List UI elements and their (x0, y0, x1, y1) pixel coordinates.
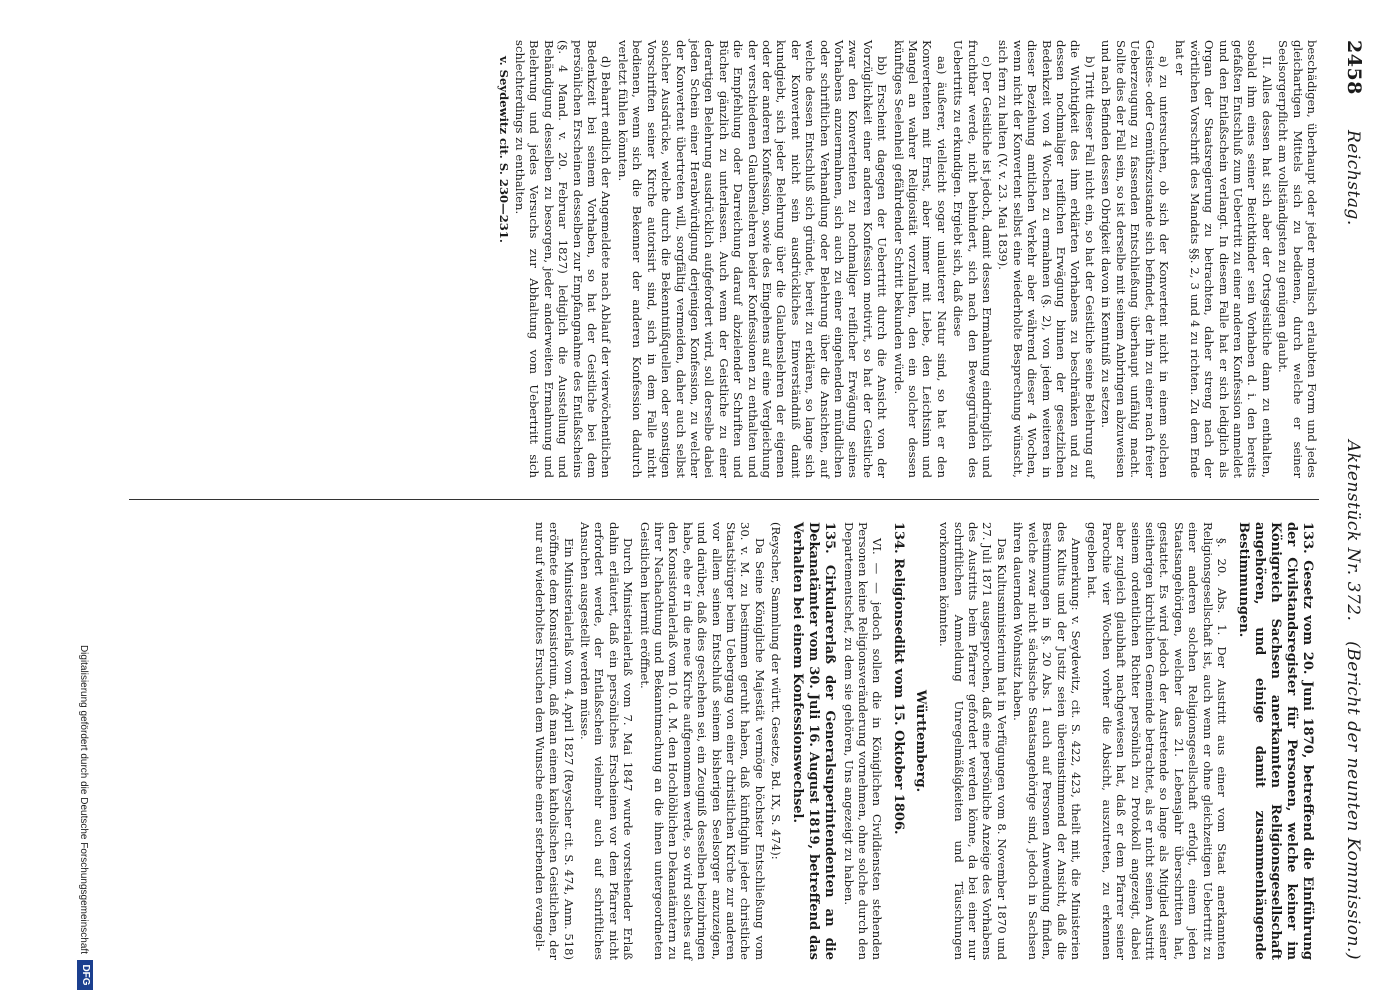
footer-text: Digitalisierung gefördert durch die Deutsche Forschungsgemeinschaft (78, 644, 89, 954)
header-right-title: (Bericht der neunten Kommission.) (1343, 641, 1363, 960)
paragraph: c) Der Geistliche ist jedoch, damit dessen Ermahnung eindringlich und fruchtbar werde, nicht behindert, sich nach den Beweggründen des Uebertritts zu erkundigen. Ergiebt sich, daß diese (951, 40, 995, 478)
left-column (494, 40, 1319, 478)
section-133-title: 133. Gesetz vom 20. Juni 1870, betreffend die Einführung der Civilstandsregister für Personen, welche keiner im Königreich Sachsen anerkannten Religionsgesellschaft angehören, und einige damit zusammenhängende Bestimmungen. (1236, 522, 1315, 960)
citation: v. Seydewitz cit. S. 230—231. (496, 56, 511, 243)
document-page (53, 0, 1383, 1000)
paragraph: Durch Ministerialerlaß vom 7. Mai 1847 wurde vorstehender Erlaß dahin erläutert, daß ein persönliches Erscheinen vor dem Pfarrer nicht erfordert werde, der Entlaßschein vielmehr auch auf schriftliches Ansuchen ausgestellt werden müsse. (577, 522, 636, 960)
paragraph: Anmerkung: v. Seydewitz, cit. S. 422, 423, theilt mit, die Ministerien des Kultus und der Justiz seien übereinstimmend der Ansicht, daß die Bestimmungen in §. 20 Abs. 1 auch auf Personen Anwendung finden, welche zwar nicht sächsische Staatsangehörige sind, jedoch in Sachsen ihren dauernden Wohnsitz haben. (1011, 522, 1083, 960)
paragraph: aa) äußerer, vielleicht sogar unlauterer Natur sind, so hat er den Konvertenten mit Ernst, aber immer mit Liebe, den Leichtsinn und Mangel an wahrer Religiosität vorzuhalten, den ein solcher dessen künftiges Seelenheil gefährdender Schritt bekunden würde. (891, 40, 949, 478)
paragraph: a) zu untersuchen, ob sich der Konvertent nicht in einem solchen Geistes- oder Gemüthszustande sich befindet, der ihn zu einer nach freier Ueberzeugung zu fassenden Entschließung überhaupt unfähig macht. Sollte dies der Fall sein, so ist derselbe mit seinem Anbringen abzuweisen und nach Befinden dessen Obrigkeit davon in Kenntniß zu setzen. (1099, 40, 1171, 478)
paragraph: II. Alles dessen hat sich aber der Ortsgeistliche dann zu enthalten, sobald ihm eines seiner Beichtkinder sein Vorhaben d. i. den bereits gefaßten Entschluß zum Uebertritt zu einer anderen Konfession anmeldet und den Entlaßschein verlangt. In diesem Falle hat er sich lediglich als Organ der Staatsregierung zu betrachten, daher streng nach der wörtlichen Vorschrift des Mandats §§. 2, 3 und 4 zu richten. Zu dem Ende hat er (1173, 40, 1274, 478)
paragraph: §. 20. Abs. 1. Der Austritt aus einer vom Staat anerkannten Religionsgesellschaft ist, auch wenn er ohne gleichzeitigen Uebertritt zu einer anderen solchen Religionsgesellschaft erfolgt, einem jeden Staatsangehörigen, welcher das 21. Lebensjahr überschritten hat, gestattet. Es wird jedoch der Austretende so lange als Mitglied seiner seitherigen kirchlichen Gemeinde betrachtet, als er nicht seinen Austritt seinem ordentlichen Richter persönlich zu Protokoll angezeigt, dabei aber zugleich glaubhaft nachgewiesen hat, daß er dem Pfarrer seiner Parochie vier Wochen vorher die Absicht, auszutreten, zu erkennen gegeben hat. (1085, 522, 1229, 960)
page-number: 2458 (1343, 40, 1365, 95)
paragraph: Das Kultusministerium hat in Verfügungen vom 8. November 1870 und 27. Juli 1871 ausgesprochen, daß eine persönliche Anzeige des Vorhabens des Austritts beim Pfarrer gefordert werden könne, da bei einer nur schriftlichen Anmeldung Unregelmäßigkeiten und Täuschungen vorkommen könnten. (937, 522, 1009, 960)
section-134-title: 134. Religionsedikt vom 15. Oktober 1806. (891, 522, 907, 835)
paragraph: Ein Ministerialerlaß vom 4. April 1827 (Reyscher cit. S. 474, Anm. 518) eröffnete dem Konsistorium, daß man einem katholischen Geistlichen, der nur auf wiederholtes Ersuchen dem Wunsche einer sterbenden evangeli- (532, 522, 576, 960)
paragraph: bb) Erscheint dagegen der Uebertritt durch die Ansicht von der Vorzüglichkeit einer anderen Konfession motivirt, so hat der Geistliche zwar den Konvertenten zu nochmaliger reiflicher Erwägung seines Vorhabens anzuermahnen, sich auch zu einer eingehenden mündlichen oder schriftlichen Verhandlung oder Belehrung über die Ansichten, auf welche dessen Entschluß sich gründet, bereit zu erklären, so lange sich der Konvertent nicht sein ausdrückliches Einverständniß damit kundgiebt, sich jeder Belehrung über die Glaubenslehren der eigenen oder der anderen Konfession, sowie des Eingehens auf eine Vergleichung der verschiedenen Glaubenslehren beider Konfessionen zu enthalten und die Empfehlung oder Darreichung darauf abzielender Schriften und Bücher gänzlich zu unterlassen. Auch wenn der Geistliche zu einer derartigen Belehrung ausdrücklich aufgefordert wird, soll derselbe dabei jeden Schein einer Herabwürdigung derjenigen Konfession, zu welcher der Konvertent übertreten will, sorgfältig vermeiden, daher auch selbst solcher Ausdrücke, welche durch die Bekenntnißquellen oder sonstigen Vorschriften seiner Kirche autorisirt sind, sich in dem Falle nicht bedienen, wenn sich die Bekenner der anderen Konfession dadurch verletzt fühlen könnten. (615, 40, 890, 478)
column-divider (129, 499, 1319, 500)
section-135-reference: (Reyscher, Sammlung der württ. Gesetze, Bd. IX, S. 474): (769, 522, 784, 860)
paragraph: d) Beharrt endlich der Angemeldete nach Ablauf der vierwöchentlichen Bedenkzeit bei seinem Vorhaben, so hat der Geistliche bei dem persönlichen Erscheinen desselben zur Empfangnahme des Entlaßscheins (§. 4 Mand. v. 20. Februar 1827) lediglich die Ausstellung und Behändigung desselben zu besorgen, jeder anderweiten Ermahnung und Belehrung und jedes Versuchs zur Abhaltung vom Uebertritt sich schlechterdings zu enthalten. (513, 40, 614, 478)
paragraph: VI. — — jedoch sollen die in Königlichen Civildiensten stehenden Personen keine Religionsveränderung vornehmen, ohne solche durch den Departementschef, zu dem sie gehören, Uns angezeigt zu haben. (841, 522, 885, 960)
digitization-footer (71, 10, 93, 990)
paragraph: Da Seine Königliche Majestät vermöge höchster Entschließung vom 30. v. M. zu bestimmen geruht haben, daß künftighin jeder christliche Staatsbürger beim Uebergang von einer christlichen Kirche zur anderen vor allem seinen Entschluß seinem bisherigen Seelsorger anzuzeigen, und darüber, daß dies geschehen sei, ein Zeugniß desselben beizubringen habe, ehe er in die neue Kirche aufgenommen werde, so wird solches auf den Konsistorialerlaß vom 10. d. M. den Hochlöblichen Dekanatämtern zu ihrer Nachachtung und Bekanntmachung an die ihnen untergeordneten Geistlichen hiermit eröffnet. (637, 522, 767, 960)
paragraph: b) Tritt dieser Fall nicht ein, so hat der Geistliche seine Belehrung auf die Wichtigkeit des ihm erklärten Vorhabens zu beschränken und zu dessen nochmaliger reiflichen Erwägung binnen der gesetzlichen Bedenkzeit von 4 Wochen zu ermahnen (§. 2), von jedem weiteren in dieser Beziehung amtlichen Verkehr aber während dieser 4 Wochen, wenn nicht der Konvertent selbst eine wiederholte Besprechung wünscht, sich fern zu halten (V. v. 23. Mai 1839). (996, 40, 1097, 478)
header-center-title: Aktenstück Nr. 372. (1343, 440, 1363, 622)
header-left-title: Reichstag. (1343, 130, 1363, 226)
country-heading: Württemberg. (912, 689, 928, 793)
paragraph: beschädigen, überhaupt oder jeder moralisch erlaubten Form und jedes gleichartigen Mittels sich zu bedienen, durch welche er seiner Seelsorgerpflicht am vollständigsten zu genügen glaubt. (1276, 40, 1319, 478)
page-header (1337, 40, 1365, 960)
right-column (530, 522, 1319, 960)
section-135-title: 135. Cirkularerlaß der Generalsuperintendenten an die Dekanatämter vom 30. Juli 16. August 1819, betreffend das Verhalten bei einem Konfessionswechsel. (790, 522, 838, 960)
dfg-logo-icon: DFG (77, 960, 93, 990)
